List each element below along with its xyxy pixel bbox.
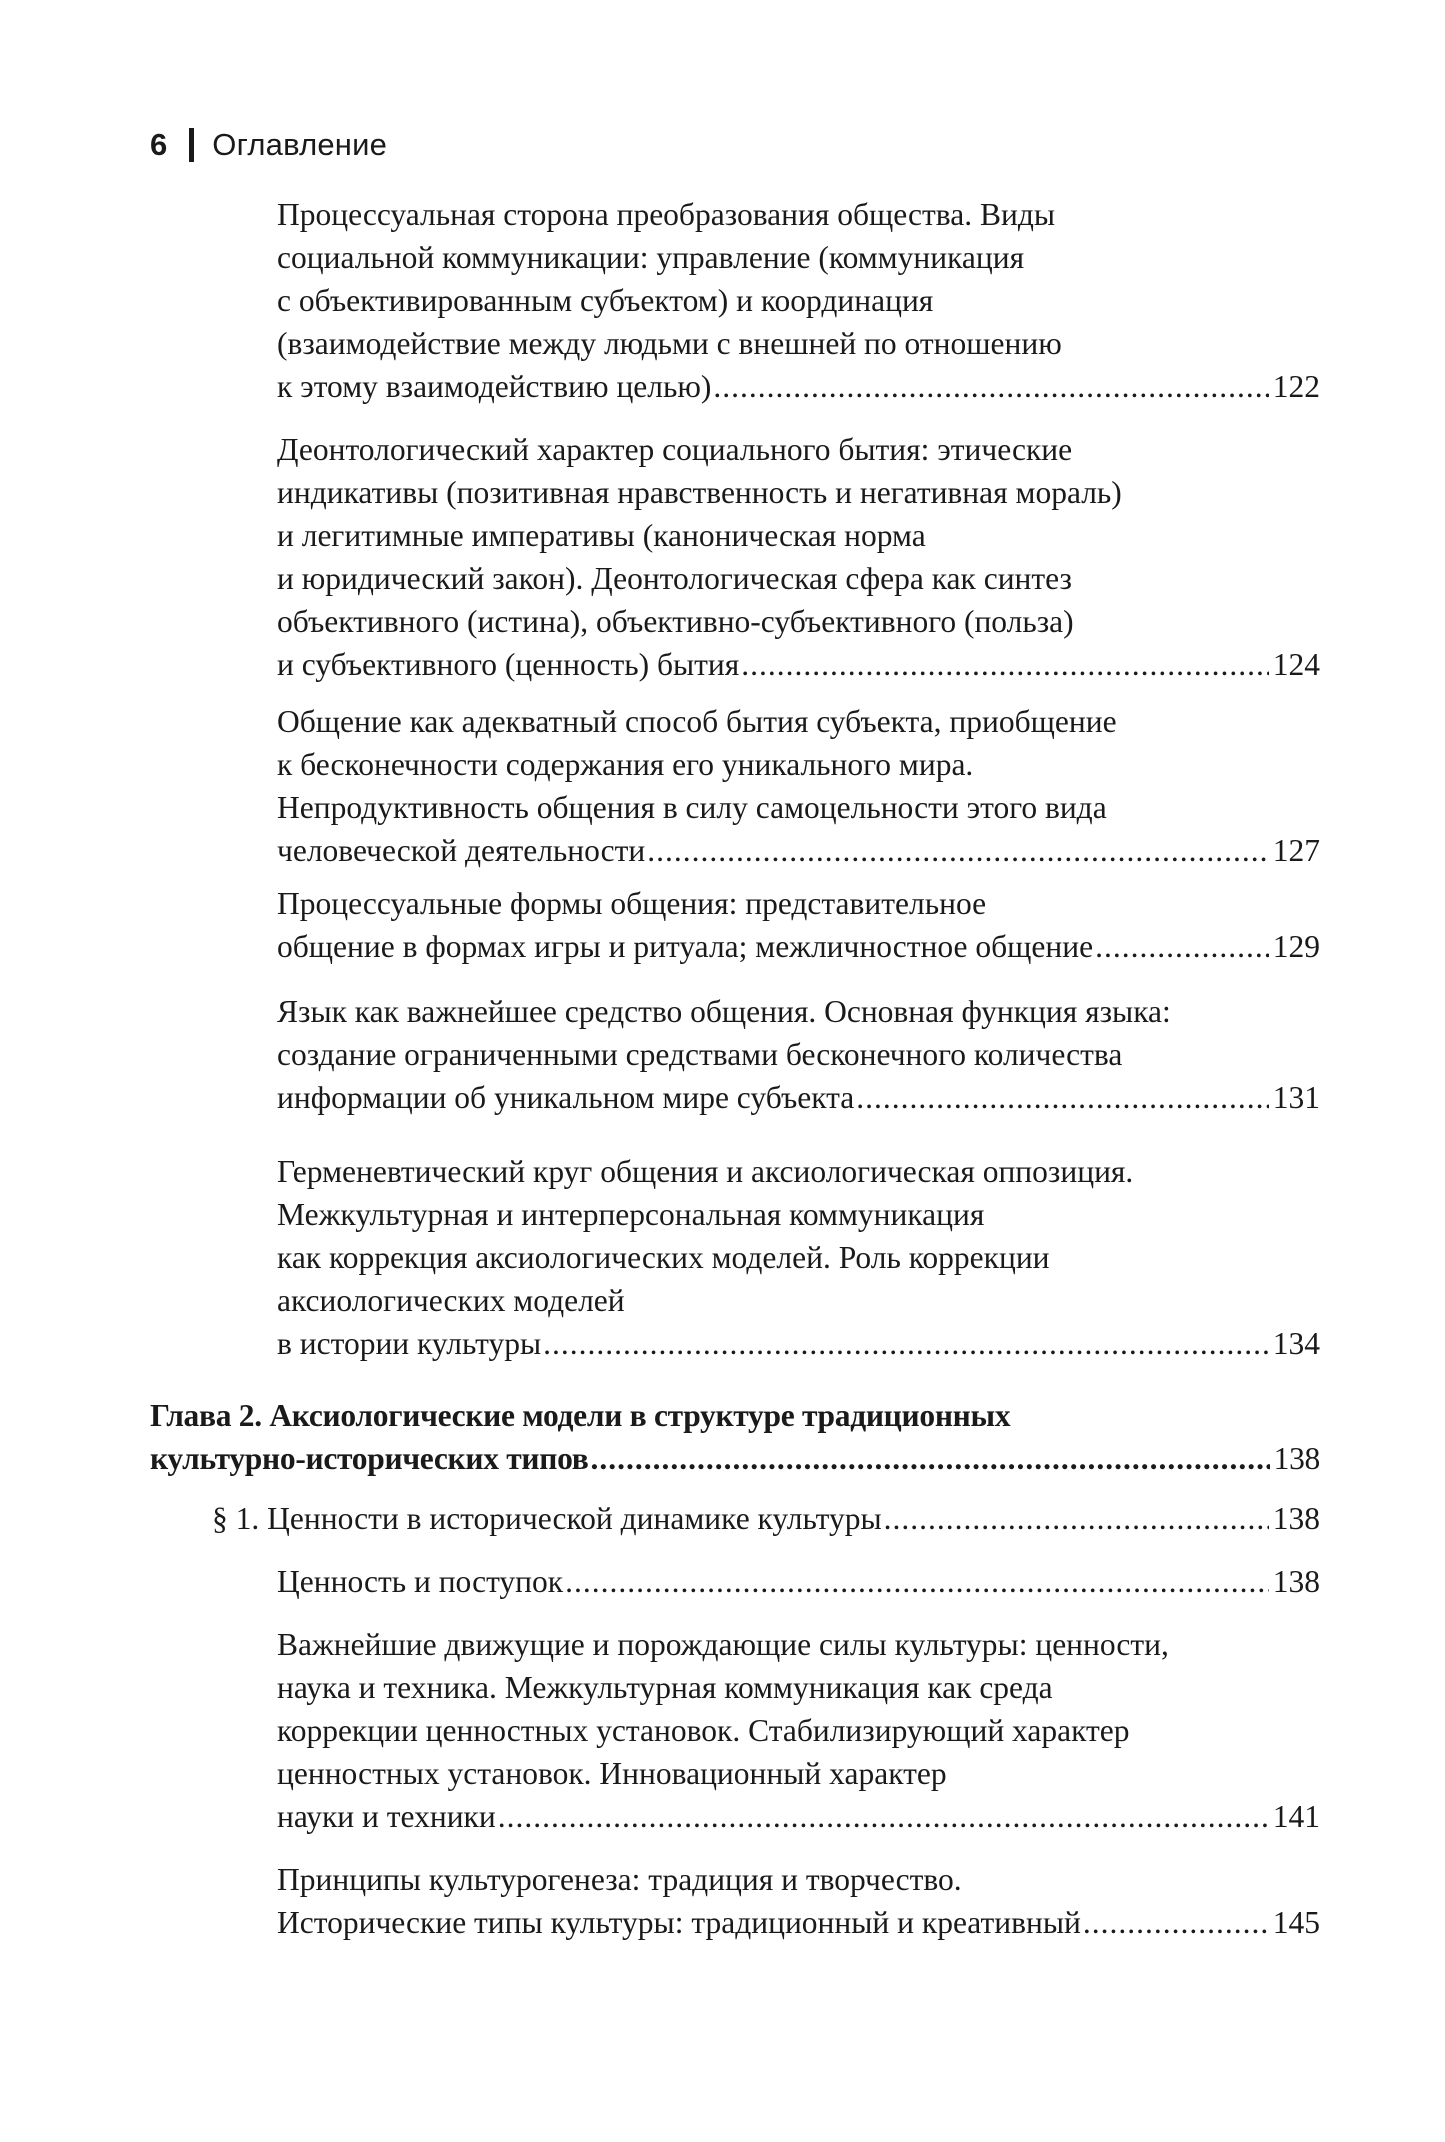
running-header bbox=[150, 122, 387, 168]
toc-entry-line: Герменевтический круг общения и аксиологическая оппозиция. bbox=[277, 1154, 1134, 1189]
toc-entry-line: Важнейшие движущие и порождающие силы культуры: ценности, bbox=[277, 1627, 1169, 1662]
toc-entry-line: аксиологических моделей bbox=[277, 1283, 625, 1318]
toc-entry-text: культурно-исторических типов bbox=[150, 1441, 589, 1476]
toc-entry-line: к бесконечности содержания его уникального мира. bbox=[277, 747, 974, 782]
toc-entry-line: ценностных установок. Инновационный характер bbox=[277, 1756, 947, 1791]
toc-page-number: 145 bbox=[1272, 1905, 1320, 1940]
toc-entry-text: в истории культуры bbox=[277, 1326, 542, 1361]
toc-entry-text: человеческой деятельности bbox=[277, 833, 646, 868]
toc-entry-line: с объективированным субъектом) и координация bbox=[277, 283, 934, 318]
toc-page-number: 127 bbox=[1272, 833, 1320, 868]
toc-entry-line: Язык как важнейшее средство общения. Основная функция языка: bbox=[277, 994, 1171, 1029]
toc-entry bbox=[212, 1497, 1320, 1540]
toc-entry bbox=[277, 1623, 1320, 1838]
toc-entry-last-line bbox=[277, 1795, 1320, 1838]
toc-entry-line: Процессуальная сторона преобразования общества. Виды bbox=[277, 197, 1056, 232]
dot-leader bbox=[741, 643, 1268, 686]
toc-page-number: 122 bbox=[1272, 369, 1320, 404]
toc-entry bbox=[277, 700, 1320, 872]
toc-entry-last-line bbox=[277, 1560, 1320, 1603]
toc-entry-text: общение в формах игры и ритуала; межличностное общение bbox=[277, 929, 1094, 964]
toc-entry-line: Межкультурная и интерперсональная коммуникация bbox=[277, 1197, 985, 1232]
toc-entry bbox=[277, 1560, 1320, 1603]
toc-entry-line: индикативы (позитивная нравственность и негативная мораль) bbox=[277, 475, 1122, 510]
page-number: 6 bbox=[150, 127, 168, 162]
toc-entry-line: и легитимные императивы (каноническая норма bbox=[277, 518, 926, 553]
toc-entry bbox=[277, 428, 1320, 686]
toc-entry-line: как коррекция аксиологических моделей. Роль коррекции bbox=[277, 1240, 1050, 1275]
toc-entry-line: Принципы культурогенеза: традиция и творчество. bbox=[277, 1862, 962, 1897]
dot-leader bbox=[884, 1497, 1269, 1540]
toc-entry bbox=[277, 882, 1320, 968]
dot-leader bbox=[1083, 1901, 1269, 1944]
toc-entry-line: создание ограниченными средствами бесконечного количества bbox=[277, 1037, 1123, 1072]
toc-entry-text: информации об уникальном мире субъекта bbox=[277, 1080, 855, 1115]
toc-entry bbox=[277, 990, 1320, 1119]
toc-entry bbox=[277, 1858, 1320, 1944]
toc-entry-last-line bbox=[277, 365, 1320, 408]
toc-entry-text: Ценность и поступок bbox=[277, 1564, 564, 1599]
dot-leader bbox=[543, 1322, 1269, 1365]
header-divider bbox=[189, 128, 194, 162]
toc-page-number: 131 bbox=[1272, 1080, 1320, 1115]
toc-entry-line: Глава 2. Аксиологические модели в структуре традиционных bbox=[150, 1398, 1011, 1433]
toc-entry-text: § 1. Ценности в исторической динамике культуры bbox=[212, 1501, 882, 1536]
toc-page-number: 124 bbox=[1272, 647, 1320, 682]
toc-page-number: 129 bbox=[1272, 929, 1320, 964]
dot-leader bbox=[647, 829, 1268, 872]
toc-entry-line: наука и техника. Межкультурная коммуникация как среда bbox=[277, 1670, 1053, 1705]
dot-leader bbox=[591, 1437, 1270, 1480]
dot-leader bbox=[1095, 925, 1269, 968]
toc-page-number: 138 bbox=[1272, 1564, 1320, 1599]
toc-page-number: 134 bbox=[1272, 1326, 1320, 1361]
dot-leader bbox=[498, 1795, 1269, 1838]
toc-entry-last-line bbox=[277, 1901, 1320, 1944]
dot-leader bbox=[565, 1560, 1269, 1603]
toc-entry bbox=[277, 193, 1320, 408]
toc-page-number: 138 bbox=[1273, 1441, 1320, 1476]
toc-entry bbox=[150, 1394, 1320, 1480]
toc-entry-line: социальной коммуникации: управление (коммуникация bbox=[277, 240, 1025, 275]
toc-entry-line: Процессуальные формы общения: представительное bbox=[277, 886, 987, 921]
toc-entry-line: коррекции ценностных установок. Стабилизирующий характер bbox=[277, 1713, 1130, 1748]
toc-entry-line: Непродуктивность общения в силу самоцельности этого вида bbox=[277, 790, 1107, 825]
toc-entry-line: Деонтологический характер социального бытия: этические bbox=[277, 432, 1073, 467]
toc-entry-last-line bbox=[277, 1322, 1320, 1365]
toc-entry-line: Общение как адекватный способ бытия субъекта, приобщение bbox=[277, 704, 1117, 739]
toc-page-number: 141 bbox=[1272, 1799, 1320, 1834]
toc-entry-text: Исторические типы культуры: традиционный и креативный bbox=[277, 1905, 1081, 1940]
toc-entry-line: (взаимодействие между людьми с внешней по отношению bbox=[277, 326, 1062, 361]
toc-entry-text: к этому взаимодействию целью) bbox=[277, 369, 712, 404]
toc-entry-last-line bbox=[277, 925, 1320, 968]
toc-entry-text: науки и техники bbox=[277, 1799, 496, 1834]
toc-entry-last-line bbox=[212, 1497, 1320, 1540]
toc-page-number: 138 bbox=[1272, 1501, 1320, 1536]
toc-entry bbox=[277, 1150, 1320, 1365]
toc-entry-text: и субъективного (ценность) бытия bbox=[277, 647, 740, 682]
toc-entry-line: и юридический закон). Деонтологическая сфера как синтез bbox=[277, 561, 1072, 596]
toc-entry-line: объективного (истина), объективно-субъективного (польза) bbox=[277, 604, 1074, 639]
toc-entry-last-line bbox=[277, 829, 1320, 872]
dot-leader bbox=[856, 1076, 1269, 1119]
toc-entry-last-line bbox=[277, 643, 1320, 686]
dot-leader bbox=[713, 365, 1268, 408]
toc-entry-last-line bbox=[277, 1076, 1320, 1119]
toc-entry-last-line bbox=[150, 1437, 1320, 1480]
header-title: Оглавление bbox=[212, 127, 388, 162]
